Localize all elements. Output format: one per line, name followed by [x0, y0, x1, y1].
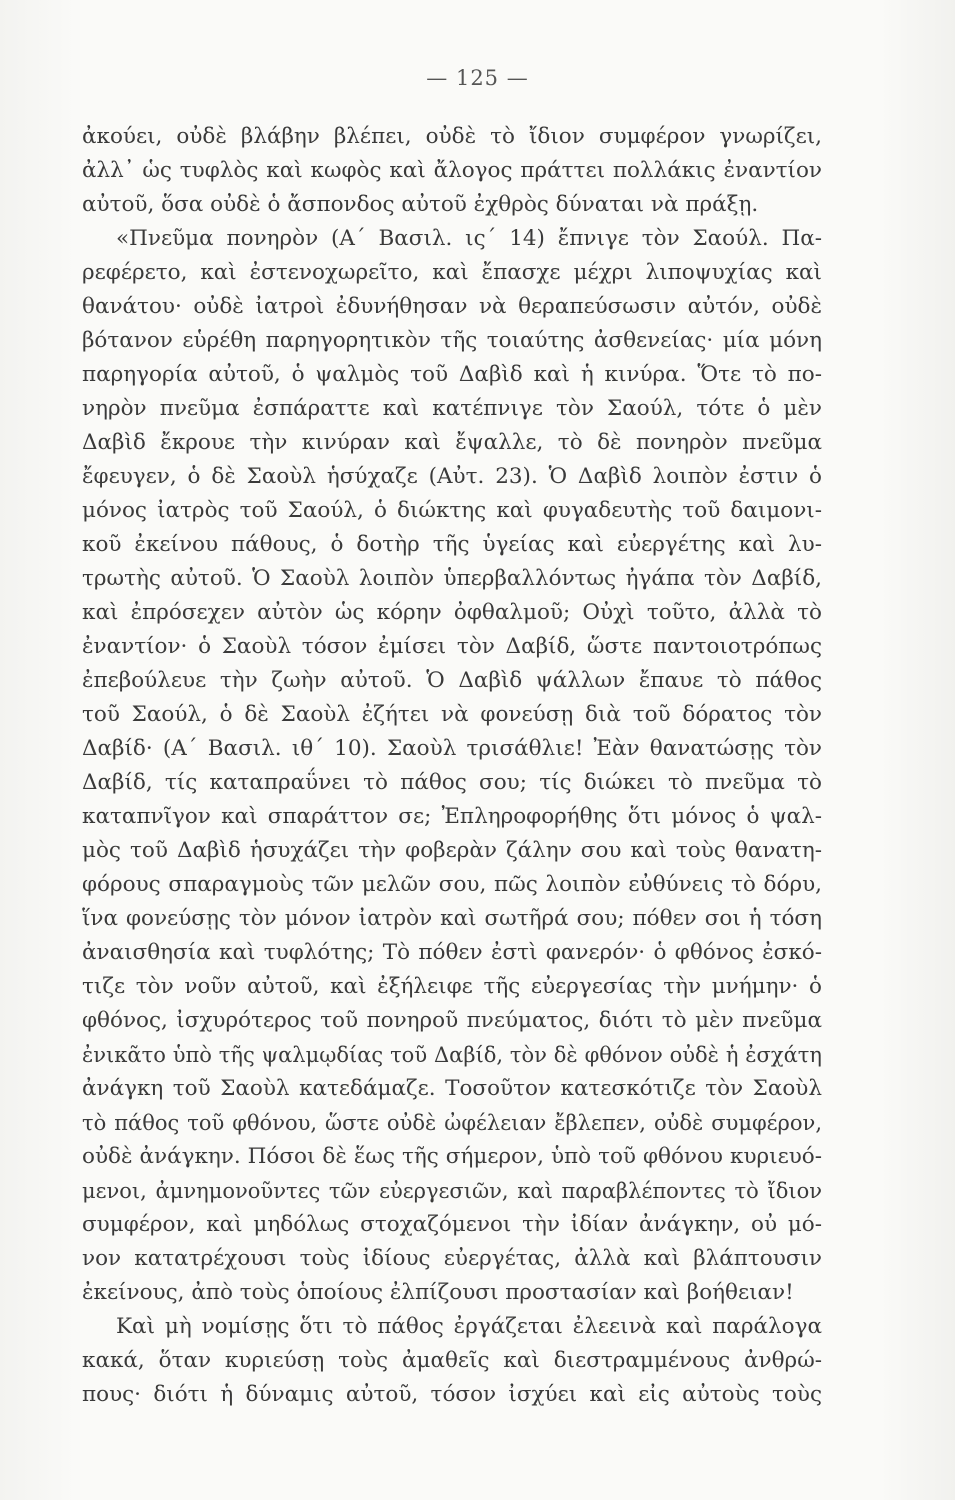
text-line: μὸς τοῦ Δαβὶδ ἡσυχάζει τὴν φοβερὰν ζάλην σου καὶ τοὺς θανατη- [82, 838, 822, 863]
text-line: παρηγορία αὐτοῦ, ὁ ψαλμὸς τοῦ Δαβὶδ καὶ ἡ κινύρα. Ὅτε τὸ πο- [82, 362, 822, 387]
text-line: ἔφευγεν, ὁ δὲ Σαοὺλ ἡσύχαζε (Αὐτ. 23). Ὁ Δαβὶδ λοιπὸν ἐστιν ὁ [82, 464, 822, 489]
text-line: Καὶ μὴ νομίσῃς ὅτι τὸ πάθος ἐργάζεται ἐλεεινὰ καὶ παράλογα [116, 1314, 822, 1339]
text-line: καὶ ἐπρόσεχεν αὐτὸν ὡς κόρην ὀφθαλμοῦ; Οὐχὶ τοῦτο, ἀλλὰ τὸ [82, 600, 822, 625]
text-line: ἀνάγκη τοῦ Σαοὺλ κατεδάμαζε. Τοσοῦτον κατεσκότιζε τὸν Σαοὺλ [82, 1076, 822, 1101]
text-line: ἐναντίον· ὁ Σαοὺλ τόσον ἐμίσει τὸν Δαβίδ, ὥστε παντοιοτρόπως [82, 634, 822, 659]
text-line: ἀλλ᾽ ὡς τυφλὸς καὶ κωφὸς καὶ ἄλογος πράττει πολλάκις ἐναντίον [82, 158, 822, 183]
text-line: φόρους σπαραγμοὺς τῶν μελῶν σου, πῶς λοιπὸν εὐθύνεις τὸ δόρυ, [82, 872, 822, 897]
text-line: νον κατατρέχουσι τοὺς ἰδίους εὐεργέτας, ἀλλὰ καὶ βλάπτουσιν [82, 1246, 822, 1271]
text-line: ρεφέρετο, καὶ ἐστενοχωρεῖτο, καὶ ἔπασχε μέχρι λιποψυχίας καὶ [82, 260, 822, 285]
text-line: ἐκείνους, ἀπὸ τοὺς ὁποίους ἐλπίζουσι προστασίαν καὶ βοήθειαν! [82, 1280, 794, 1305]
text-line: τιζε τὸν νοῦν αὐτοῦ, καὶ ἐξήλειφε τῆς εὐεργεσίας τὴν μνήμην· ὁ [82, 974, 822, 999]
text-line: θανάτου· οὐδὲ ἰατροὶ ἐδυνήθησαν νὰ θεραπεύσωσιν αὐτόν, οὐδὲ [82, 294, 822, 319]
text-line: Δαβίδ, τίς καταπραΰνει τὸ πάθος σου; τίς διώκει τὸ πνεῦμα τὸ [82, 770, 822, 795]
text-line: ἐνικᾶτο ὑπὸ τῆς ψαλμῳδίας τοῦ Δαβίδ, τὸν δὲ φθόνον οὐδὲ ἡ ἐσχάτη [82, 1043, 822, 1067]
text-line: ἵνα φονεύσῃς τὸν μόνον ἰατρὸν καὶ σωτῆρά σου; πόθεν σοι ἡ τόση [82, 906, 822, 931]
text-line: οὐδὲ ἀνάγκην. Πόσοι δὲ ἕως τῆς σήμερον, ὑπὸ τοῦ φθόνου κυριευό- [82, 1144, 822, 1169]
text-line: μενοι, ἀμνημονοῦντες τῶν εὐεργεσιῶν, καὶ παραβλέποντες τὸ ἴδιον [82, 1179, 822, 1203]
text-line: συμφέρον, καὶ μηδόλως στοχαζόμενοι τὴν ἰδίαν ἀνάγκην, οὐ μό- [82, 1212, 822, 1237]
text-line: φθόνος, ἰσχυρότερος τοῦ πονηροῦ πνεύματος, διότι τὸ μὲν πνεῦμα [82, 1008, 822, 1033]
text-line: αὐτοῦ, ὅσα οὐδὲ ὁ ἄσπονδος αὐτοῦ ἐχθρὸς δύναται νὰ πράξῃ. [82, 192, 759, 217]
text-line: ἀκούει, οὐδὲ βλάβην βλέπει, οὐδὲ τὸ ἴδιον συμφέρον γνωρίζει, [82, 124, 822, 149]
text-line: νηρὸν πνεῦμα ἐσπάραττε καὶ κατέπνιγε τὸν Σαούλ, τότε ὁ μὲν [82, 396, 822, 421]
body-text [82, 120, 822, 1412]
text-line: Δαβὶδ ἔκρουε τὴν κινύραν καὶ ἔψαλλε, τὸ δὲ πονηρὸν πνεῦμα [82, 430, 822, 455]
text-line: ἀναισθησία καὶ τυφλότης; Τὸ πόθεν ἐστὶ φανερόν· ὁ φθόνος ἐσκό- [82, 940, 822, 965]
text-line: τὸ πάθος τοῦ φθόνου, ὥστε οὐδὲ ὠφέλειαν ἔβλεπεν, οὐδὲ συμφέρον, [82, 1111, 822, 1135]
text-line: ἐπεβούλευε τὴν ζωὴν αὐτοῦ. Ὁ Δαβὶδ ψάλλων ἔπαυε τὸ πάθος [82, 668, 822, 693]
text-line: κοῦ ἐκείνου πάθους, ὁ δοτὴρ τῆς ὑγείας καὶ εὐεργέτης καὶ λυ- [82, 532, 822, 557]
text-line: βότανον εὑρέθη παρηγορητικὸν τῆς τοιαύτης ἀσθενείας· μία μόνη [82, 328, 822, 353]
text-line: «Πνεῦμα πονηρὸν (Α΄ Βασιλ. ις΄ 14) ἔπνιγε τὸν Σαούλ. Πα- [116, 226, 822, 251]
text-line: πους· διότι ἡ δύναμις αὐτοῦ, τόσον ἰσχύει καὶ εἰς αὐτοὺς τοὺς [82, 1382, 822, 1407]
page-number: — 125 — [426, 66, 529, 90]
text-line: καταπνῖγον καὶ σπαράττον σε; Ἐπληροφορήθης ὅτι μόνος ὁ ψαλ- [82, 804, 822, 829]
text-line: τρωτὴς αὐτοῦ. Ὁ Σαοὺλ λοιπὸν ὑπερβαλλόντως ἠγάπα τὸν Δαβίδ, [82, 566, 822, 591]
text-line: τοῦ Σαούλ, ὁ δὲ Σαοὺλ ἐζήτει νὰ φονεύσῃ διὰ τοῦ δόρατος τὸν [82, 702, 822, 727]
text-line: Δαβίδ· (Α΄ Βασιλ. ιθ΄ 10). Σαοὺλ τρισάθλιε! Ἐὰν θανατώσῃς τὸν [82, 736, 822, 761]
text-line: μόνος ἰατρὸς τοῦ Σαούλ, ὁ διώκτης καὶ φυγαδευτὴς τοῦ δαιμονι- [82, 498, 822, 523]
text-line: κακά, ὅταν κυριεύσῃ τοὺς ἀμαθεῖς καὶ διεστραμμένους ἀνθρώ- [82, 1348, 822, 1373]
